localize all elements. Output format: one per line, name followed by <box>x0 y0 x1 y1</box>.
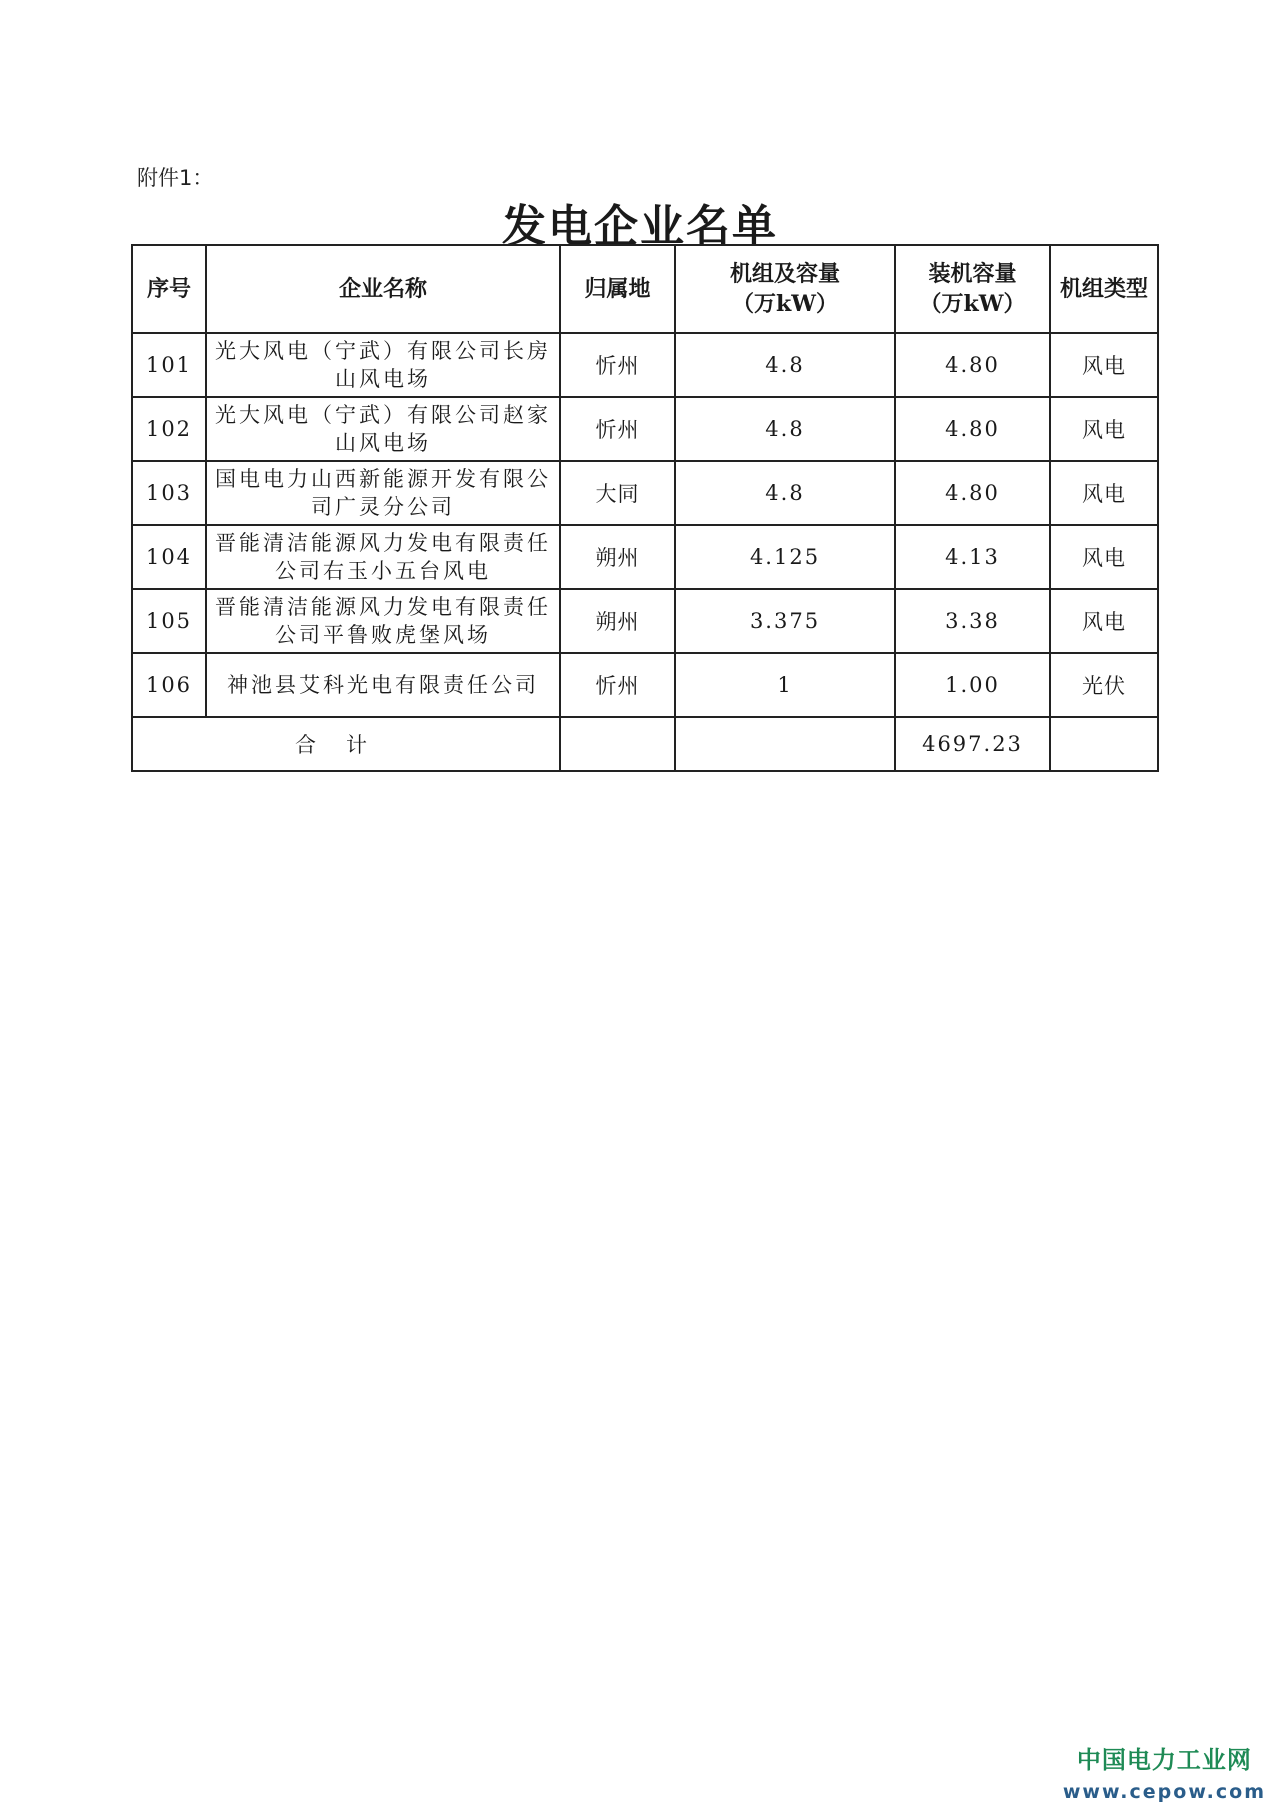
cell-unit-capacity: 4.8 <box>675 333 895 397</box>
total-row <box>132 717 1158 771</box>
cell-type: 风电 <box>1050 589 1158 653</box>
cell-type: 光伏 <box>1050 653 1158 717</box>
total-type-cell <box>1050 717 1158 771</box>
table-row <box>132 397 1158 461</box>
cell-installed: 4.13 <box>895 525 1050 589</box>
cell-unit-capacity: 3.375 <box>675 589 895 653</box>
table-row <box>132 333 1158 397</box>
cell-location: 朔州 <box>560 525 675 589</box>
table-row <box>132 589 1158 653</box>
cell-unit-capacity: 4.8 <box>675 397 895 461</box>
header-unit-capacity-line2: （万kW） <box>732 291 838 317</box>
watermark-url: www.cepow.com <box>1062 1781 1266 1803</box>
watermark-name: 中国电力工业网 <box>1076 1746 1252 1774</box>
cell-location: 忻州 <box>560 653 675 717</box>
table-row <box>132 653 1158 717</box>
header-name: 企业名称 <box>206 245 560 333</box>
header-installed <box>895 245 1050 333</box>
total-installed: 4697.23 <box>895 717 1050 771</box>
cell-name-line1: 国电电力山西新能源开发有限公 <box>215 467 551 491</box>
header-type: 机组类型 <box>1050 245 1158 333</box>
cell-name-line1: 晋能清洁能源风力发电有限责任 <box>215 595 551 619</box>
cell-name-line2: 公司平鲁败虎堡风场 <box>275 623 491 647</box>
header-installed-line1: 装机容量 <box>928 261 1017 287</box>
cell-seq: 102 <box>132 397 206 461</box>
cell-location: 朔州 <box>560 589 675 653</box>
cell-type: 风电 <box>1050 333 1158 397</box>
cell-name <box>206 333 560 397</box>
total-label-cell <box>132 717 560 771</box>
total-unit-capacity-cell <box>675 717 895 771</box>
table-header-row <box>132 245 1158 333</box>
cell-installed: 4.80 <box>895 333 1050 397</box>
company-table <box>131 244 1159 772</box>
cell-seq: 106 <box>132 653 206 717</box>
table-row <box>132 461 1158 525</box>
cell-name <box>206 525 560 589</box>
cell-unit-capacity: 4.125 <box>675 525 895 589</box>
cell-type: 风电 <box>1050 397 1158 461</box>
cell-name <box>206 397 560 461</box>
cell-installed: 4.80 <box>895 461 1050 525</box>
cell-name-line2: 公司右玉小五台风电 <box>275 559 491 583</box>
cell-name <box>206 653 560 717</box>
header-installed-line2: （万kW） <box>919 291 1026 317</box>
cell-name-line2: 山风电场 <box>335 431 431 455</box>
cell-unit-capacity: 1 <box>675 653 895 717</box>
cell-installed: 1.00 <box>895 653 1050 717</box>
header-location: 归属地 <box>560 245 675 333</box>
cell-name-line1: 光大风电（宁武）有限公司长房 <box>215 339 551 363</box>
cell-name <box>206 589 560 653</box>
cell-type: 风电 <box>1050 525 1158 589</box>
cell-name-line1: 晋能清洁能源风力发电有限责任 <box>215 531 551 555</box>
cell-name-line1: 神池县艾科光电有限责任公司 <box>227 673 539 697</box>
cell-name-line1: 光大风电（宁武）有限公司赵家 <box>215 403 551 427</box>
cell-name-line2: 山风电场 <box>335 367 431 391</box>
cell-seq: 104 <box>132 525 206 589</box>
cell-installed: 3.38 <box>895 589 1050 653</box>
cell-installed: 4.80 <box>895 397 1050 461</box>
cell-seq: 105 <box>132 589 206 653</box>
header-unit-capacity <box>675 245 895 333</box>
header-seq: 序号 <box>132 245 206 333</box>
cell-seq: 101 <box>132 333 206 397</box>
page-title: 发电企业名单 <box>502 201 778 252</box>
cell-unit-capacity: 4.8 <box>675 461 895 525</box>
cell-seq: 103 <box>132 461 206 525</box>
cell-name <box>206 461 560 525</box>
watermark <box>1063 1740 1266 1803</box>
total-location-cell <box>560 717 675 771</box>
table-row <box>132 525 1158 589</box>
cell-name-line2: 司广灵分公司 <box>311 495 455 519</box>
cell-type: 风电 <box>1050 461 1158 525</box>
attachment-label: 附件1： <box>137 166 214 190</box>
cell-location: 忻州 <box>560 333 675 397</box>
total-label: 合计 <box>295 733 397 757</box>
cell-location: 忻州 <box>560 397 675 461</box>
cell-location: 大同 <box>560 461 675 525</box>
header-unit-capacity-line1: 机组及容量 <box>729 261 840 287</box>
